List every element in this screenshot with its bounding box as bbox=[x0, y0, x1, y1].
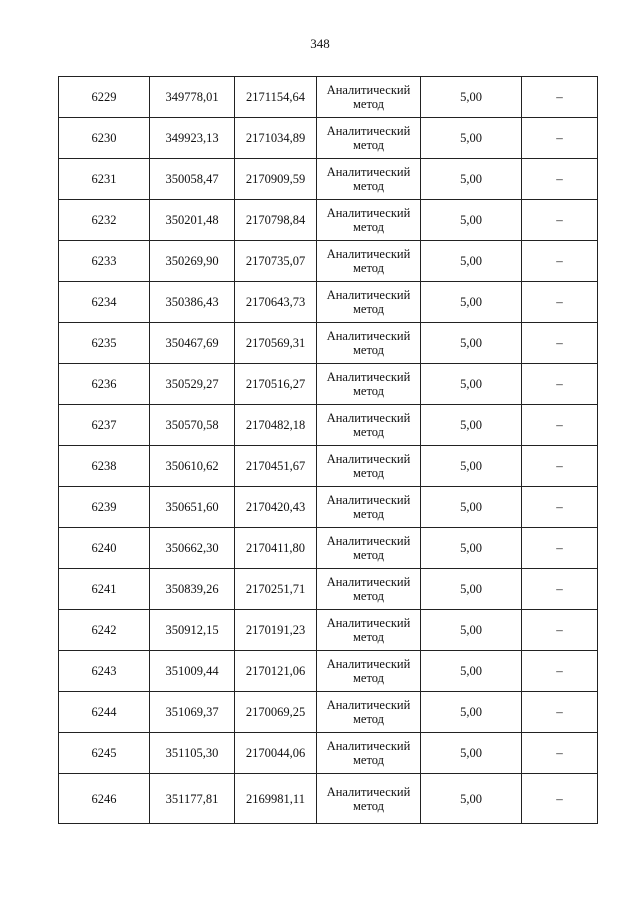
method-cell bbox=[317, 651, 421, 692]
accuracy-cell: 5,00 bbox=[421, 282, 522, 323]
accuracy-cell: 5,00 bbox=[421, 159, 522, 200]
accuracy-cell: 5,00 bbox=[421, 528, 522, 569]
method-line1: Аналитический bbox=[326, 698, 411, 712]
method-line1: Аналитический bbox=[326, 165, 411, 179]
method-cell bbox=[317, 323, 421, 364]
y-coordinate-cell: 2170411,80 bbox=[235, 528, 317, 569]
x-coordinate-cell: 350610,62 bbox=[150, 446, 235, 487]
table-row bbox=[59, 651, 598, 692]
point-number-cell: 6236 bbox=[59, 364, 150, 405]
accuracy-cell: 5,00 bbox=[421, 651, 522, 692]
table-row bbox=[59, 733, 598, 774]
method-cell bbox=[317, 241, 421, 282]
table-row bbox=[59, 487, 598, 528]
x-coordinate-cell: 350269,90 bbox=[150, 241, 235, 282]
method-line1: Аналитический bbox=[326, 288, 411, 302]
accuracy-cell: 5,00 bbox=[421, 200, 522, 241]
note-cell: – bbox=[522, 692, 598, 733]
table-row bbox=[59, 774, 598, 824]
y-coordinate-cell: 2170451,67 bbox=[235, 446, 317, 487]
method-line2: метод bbox=[352, 712, 384, 726]
x-coordinate-cell: 351105,30 bbox=[150, 733, 235, 774]
x-coordinate-cell: 350058,47 bbox=[150, 159, 235, 200]
y-coordinate-cell: 2170516,27 bbox=[235, 364, 317, 405]
accuracy-cell: 5,00 bbox=[421, 774, 522, 824]
x-coordinate-cell: 351009,44 bbox=[150, 651, 235, 692]
method-line1: Аналитический bbox=[326, 452, 411, 466]
method-line2: метод bbox=[352, 384, 384, 398]
method-cell bbox=[317, 733, 421, 774]
x-coordinate-cell: 351069,37 bbox=[150, 692, 235, 733]
x-coordinate-cell: 350839,26 bbox=[150, 569, 235, 610]
accuracy-cell: 5,00 bbox=[421, 487, 522, 528]
method-line2: метод bbox=[352, 220, 384, 234]
table-row bbox=[59, 569, 598, 610]
point-number-cell: 6237 bbox=[59, 405, 150, 446]
accuracy-cell: 5,00 bbox=[421, 118, 522, 159]
y-coordinate-cell: 2169981,11 bbox=[235, 774, 317, 824]
y-coordinate-cell: 2170251,71 bbox=[235, 569, 317, 610]
y-coordinate-cell: 2170643,73 bbox=[235, 282, 317, 323]
note-cell: – bbox=[522, 77, 598, 118]
method-line2: метод bbox=[352, 302, 384, 316]
note-cell: – bbox=[522, 282, 598, 323]
method-line2: метод bbox=[352, 798, 384, 813]
method-line2: метод bbox=[352, 466, 384, 480]
accuracy-cell: 5,00 bbox=[421, 364, 522, 405]
y-coordinate-cell: 2170909,59 bbox=[235, 159, 317, 200]
x-coordinate-cell: 349778,01 bbox=[150, 77, 235, 118]
point-number-cell: 6245 bbox=[59, 733, 150, 774]
point-number-cell: 6234 bbox=[59, 282, 150, 323]
method-cell bbox=[317, 446, 421, 487]
table-row bbox=[59, 282, 598, 323]
table-row bbox=[59, 159, 598, 200]
method-line2: метод bbox=[352, 507, 384, 521]
page-number: 348 bbox=[310, 36, 330, 51]
x-coordinate-cell: 350529,27 bbox=[150, 364, 235, 405]
y-coordinate-cell: 2170420,43 bbox=[235, 487, 317, 528]
y-coordinate-cell: 2171154,64 bbox=[235, 77, 317, 118]
note-cell: – bbox=[522, 487, 598, 528]
method-line2: метод bbox=[352, 97, 384, 111]
x-coordinate-cell: 349923,13 bbox=[150, 118, 235, 159]
method-line2: метод bbox=[352, 179, 384, 193]
method-line2: метод bbox=[352, 589, 384, 603]
method-line1: Аналитический bbox=[326, 329, 411, 343]
note-cell: – bbox=[522, 405, 598, 446]
method-line1: Аналитический bbox=[326, 534, 411, 548]
y-coordinate-cell: 2170482,18 bbox=[235, 405, 317, 446]
y-coordinate-cell: 2170191,23 bbox=[235, 610, 317, 651]
point-number-cell: 6235 bbox=[59, 323, 150, 364]
point-number-cell: 6232 bbox=[59, 200, 150, 241]
note-cell: – bbox=[522, 118, 598, 159]
method-line1: Аналитический bbox=[326, 206, 411, 220]
method-cell bbox=[317, 405, 421, 446]
note-cell: – bbox=[522, 159, 598, 200]
point-number-cell: 6246 bbox=[59, 774, 150, 824]
method-line2: метод bbox=[352, 671, 384, 685]
y-coordinate-cell: 2170798,84 bbox=[235, 200, 317, 241]
method-line1: Аналитический bbox=[326, 616, 411, 630]
note-cell: – bbox=[522, 569, 598, 610]
table-row bbox=[59, 692, 598, 733]
method-line1: Аналитический bbox=[326, 370, 411, 384]
method-line2: метод bbox=[352, 630, 384, 644]
point-number-cell: 6229 bbox=[59, 77, 150, 118]
method-cell bbox=[317, 569, 421, 610]
note-cell: – bbox=[522, 733, 598, 774]
x-coordinate-cell: 350467,69 bbox=[150, 323, 235, 364]
accuracy-cell: 5,00 bbox=[421, 77, 522, 118]
accuracy-cell: 5,00 bbox=[421, 323, 522, 364]
table-row bbox=[59, 446, 598, 487]
table-row bbox=[59, 323, 598, 364]
method-cell bbox=[317, 774, 421, 824]
accuracy-cell: 5,00 bbox=[421, 610, 522, 651]
method-line2: метод bbox=[352, 138, 384, 152]
method-cell bbox=[317, 610, 421, 651]
note-cell: – bbox=[522, 323, 598, 364]
table-row bbox=[59, 364, 598, 405]
note-cell: – bbox=[522, 241, 598, 282]
x-coordinate-cell: 350386,43 bbox=[150, 282, 235, 323]
point-number-cell: 6240 bbox=[59, 528, 150, 569]
x-coordinate-cell: 350651,60 bbox=[150, 487, 235, 528]
table-row bbox=[59, 405, 598, 446]
method-cell bbox=[317, 364, 421, 405]
point-number-cell: 6233 bbox=[59, 241, 150, 282]
point-number-cell: 6230 bbox=[59, 118, 150, 159]
accuracy-cell: 5,00 bbox=[421, 569, 522, 610]
table-row bbox=[59, 200, 598, 241]
x-coordinate-cell: 350912,15 bbox=[150, 610, 235, 651]
note-cell: – bbox=[522, 446, 598, 487]
y-coordinate-cell: 2170569,31 bbox=[235, 323, 317, 364]
table-row bbox=[59, 77, 598, 118]
note-cell: – bbox=[522, 364, 598, 405]
method-line2: метод bbox=[352, 261, 384, 275]
method-line2: метод bbox=[352, 548, 384, 562]
point-number-cell: 6241 bbox=[59, 569, 150, 610]
method-line1: Аналитический bbox=[326, 124, 411, 138]
method-cell bbox=[317, 200, 421, 241]
y-coordinate-cell: 2171034,89 bbox=[235, 118, 317, 159]
method-line2: метод bbox=[352, 753, 384, 767]
coordinates-table-body bbox=[59, 77, 598, 824]
x-coordinate-cell: 351177,81 bbox=[150, 774, 235, 824]
method-cell bbox=[317, 692, 421, 733]
x-coordinate-cell: 350662,30 bbox=[150, 528, 235, 569]
method-cell bbox=[317, 282, 421, 323]
table-row bbox=[59, 610, 598, 651]
table-row bbox=[59, 118, 598, 159]
method-line1: Аналитический bbox=[326, 411, 411, 425]
point-number-cell: 6239 bbox=[59, 487, 150, 528]
y-coordinate-cell: 2170069,25 bbox=[235, 692, 317, 733]
method-cell bbox=[317, 487, 421, 528]
x-coordinate-cell: 350201,48 bbox=[150, 200, 235, 241]
point-number-cell: 6242 bbox=[59, 610, 150, 651]
point-number-cell: 6244 bbox=[59, 692, 150, 733]
note-cell: – bbox=[522, 651, 598, 692]
method-line1: Аналитический bbox=[326, 657, 411, 671]
method-line1: Аналитический bbox=[326, 493, 411, 507]
method-line1: Аналитический bbox=[326, 83, 411, 97]
method-line1: Аналитический bbox=[326, 784, 411, 799]
note-cell: – bbox=[522, 200, 598, 241]
accuracy-cell: 5,00 bbox=[421, 405, 522, 446]
accuracy-cell: 5,00 bbox=[421, 733, 522, 774]
accuracy-cell: 5,00 bbox=[421, 692, 522, 733]
method-line1: Аналитический bbox=[326, 247, 411, 261]
accuracy-cell: 5,00 bbox=[421, 446, 522, 487]
method-line1: Аналитический bbox=[326, 739, 411, 753]
note-cell: – bbox=[522, 774, 598, 824]
method-cell bbox=[317, 528, 421, 569]
table-row bbox=[59, 241, 598, 282]
y-coordinate-cell: 2170735,07 bbox=[235, 241, 317, 282]
note-cell: – bbox=[522, 610, 598, 651]
method-cell bbox=[317, 159, 421, 200]
point-number-cell: 6243 bbox=[59, 651, 150, 692]
coordinates-table bbox=[58, 76, 598, 824]
method-line2: метод bbox=[352, 425, 384, 439]
table-row bbox=[59, 528, 598, 569]
method-line1: Аналитический bbox=[326, 575, 411, 589]
point-number-cell: 6231 bbox=[59, 159, 150, 200]
point-number-cell: 6238 bbox=[59, 446, 150, 487]
method-line2: метод bbox=[352, 343, 384, 357]
y-coordinate-cell: 2170121,06 bbox=[235, 651, 317, 692]
method-cell bbox=[317, 77, 421, 118]
method-cell bbox=[317, 118, 421, 159]
y-coordinate-cell: 2170044,06 bbox=[235, 733, 317, 774]
x-coordinate-cell: 350570,58 bbox=[150, 405, 235, 446]
note-cell: – bbox=[522, 528, 598, 569]
accuracy-cell: 5,00 bbox=[421, 241, 522, 282]
